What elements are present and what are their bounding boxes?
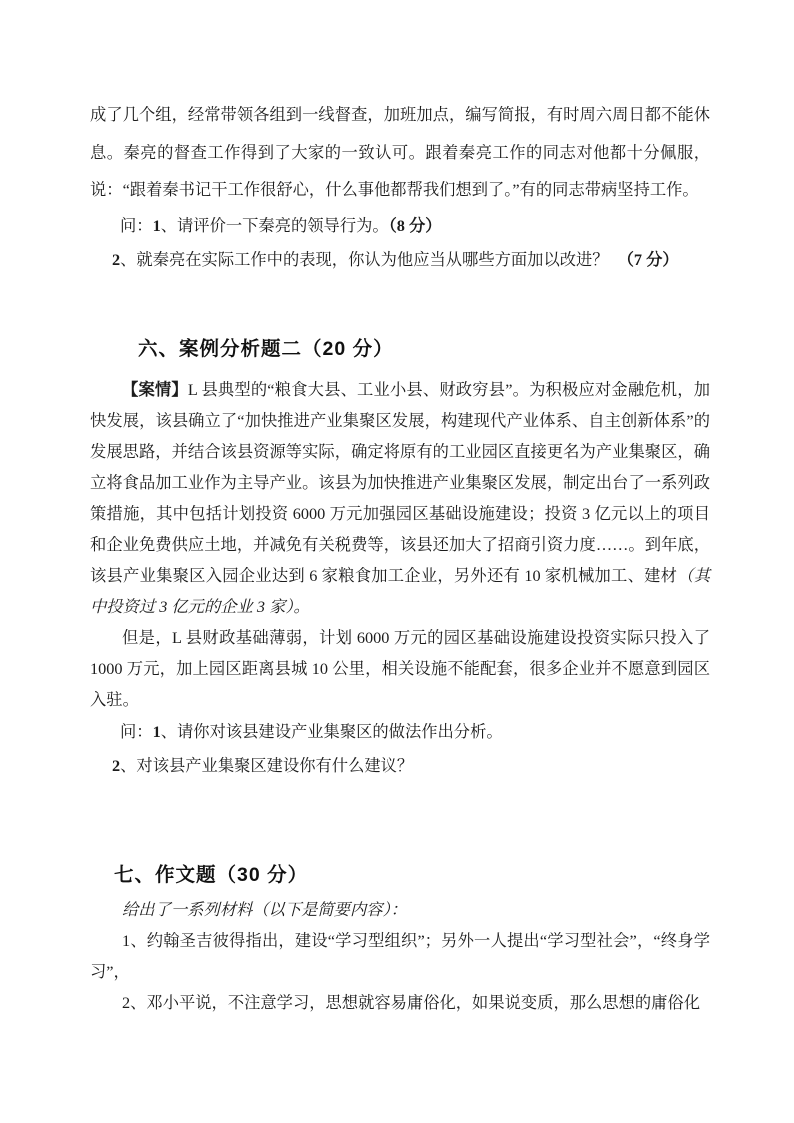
continuation-paragraph: 成了几个组，经常带领各组到一线督查，加班加点，编写简报，有时周六周日都不能休息。秦亮的督查工作得到了大家的一致认可。跟着秦亮工作的同志对他都十分佩服，说：“跟着秦书记干工作很舒心，什么事他都帮我们想到了。”有的同志带病坚持工作。	[90, 105, 710, 199]
score-label: （8 分）	[388, 215, 442, 235]
question-text: 、请你对该县建设产业集聚区的做法作出分析。	[160, 721, 503, 741]
case-body-text: L 县典型的“粮食大县、工业小县、财政穷县”。为积极应对金融危机，加快发展，该县确立了“加快推进产业集聚区发展，构建现代产业体系、自主创新体系”的发展思路，并结合该县资源等实际，确定将原有的工业园区直接更名为产业集聚区，确立将食品加工业作为主导产业。该县为加快推进产业集聚区发展，制定出台了一系列政策措施，其中包括计划投资 6000 万元加强园区基础设施建设；投资 3 亿元以上的项目和企业免费供应土地，并减免有关税费等，该县还加大了招商引资力度……。到年底，该县产业集聚区入园企业达到 6 家粮食加工企业，另外还有 10 家机械加工、建材	[90, 379, 710, 585]
section6-question-line-1	[90, 715, 710, 749]
question-number: 2	[112, 249, 121, 269]
section-6-heading: 六、案例分析题二（20 分）	[138, 337, 394, 360]
question-number: 1	[152, 215, 161, 235]
question-text: 、对该县产业集聚区建设你有什么建议？	[120, 755, 414, 775]
question-line-1	[90, 209, 710, 243]
question-line-2	[90, 243, 710, 277]
material-item-1: 1、约翰圣吉彼得指出，建设“学习型组织”；另外一人提出“学习型社会”，“终身学习”，	[90, 930, 710, 981]
question-number: 2	[112, 755, 121, 775]
question-prefix: 问：	[120, 215, 153, 235]
case-paragraph-2: 但是，L 县财政基础薄弱，计划 6000 万元的园区基础设施建设投资实际只投入了 1000 万元，加上园区距离县城 10 公里，相关设施不能配套，很多企业并不愿意到园区入驻。	[90, 627, 710, 709]
score-label: （7 分）	[617, 249, 679, 269]
section6-question-line-2	[90, 749, 710, 783]
material-item-2: 2、邓小平说，不注意学习，思想就容易庸俗化，如果说变质，那么思想的庸俗化	[122, 992, 700, 1012]
case-tail-italic: （其中投资过 3 亿元的企业 3 家）。	[90, 565, 710, 616]
section-7-heading: 七、作文题（30 分）	[114, 863, 309, 886]
materials-intro: 给出了一系列材料（以下是简要内容）：	[122, 899, 407, 919]
case-label: 【案情】	[122, 379, 188, 399]
question-text: 、就秦亮在实际工作中的表现，你认为他应当从哪些方面加以改进？	[120, 249, 609, 269]
question-prefix: 问：	[120, 721, 153, 741]
question-text: 、请评价一下秦亮的领导行为。	[160, 215, 389, 235]
case-paragraph	[90, 374, 710, 622]
question-number: 1	[152, 721, 161, 741]
